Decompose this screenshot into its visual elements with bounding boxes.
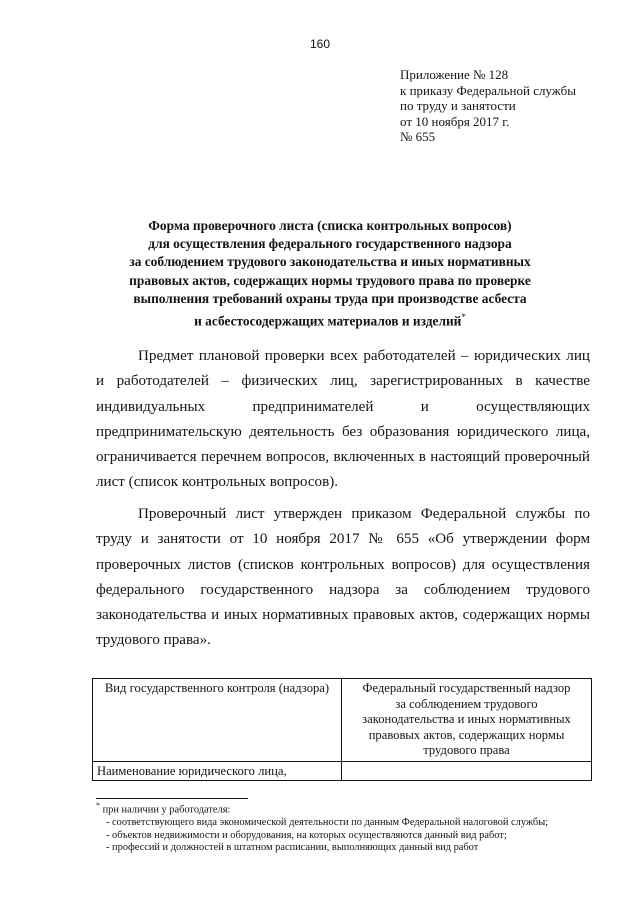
footnote-item: - объектов недвижимости и оборудования, на которых осуществляются данный вид работ; — [106, 829, 507, 841]
paragraph-line: ограничивается перечнем вопросов, включенных в настоящий проверочный — [96, 449, 590, 466]
footnote — [96, 800, 548, 855]
paragraph-scope — [96, 344, 590, 496]
paragraph-line: предпринимательскую деятельность без образования юридического лица, — [96, 423, 590, 440]
appendix-line: Приложение № 128 — [400, 67, 509, 82]
footnote-marker: * — [96, 801, 100, 810]
appendix-line: к приказу Федеральной службы — [400, 82, 576, 98]
title-line: за соблюдением трудового законодательства и иных нормативных — [129, 254, 531, 270]
paragraph-line: трудового права». — [96, 632, 211, 649]
cell-line: Федеральный государственный надзор — [362, 681, 571, 695]
cell-line: трудового права — [423, 743, 510, 757]
appendix-line: по труду и занятости — [400, 98, 516, 113]
control-type-value — [342, 679, 592, 762]
paragraph-line: труду и занятости от 10 ноября 2017 № 655 «Об утверждении форм — [96, 531, 590, 548]
table-row — [93, 679, 592, 762]
cell-line: за соблюдением трудового — [395, 696, 538, 711]
page-number: 160 — [309, 37, 331, 51]
paragraph-line: и работодателей – физических лиц, зарегистрированных в качестве — [96, 373, 590, 390]
paragraph-line: Предмет плановой проверки всех работодателей – юридических лиц — [138, 348, 590, 364]
appendix-line: от 10 ноября 2017 г. — [400, 113, 510, 129]
paragraph-line: Проверочный лист утвержден приказом Федеральной службы по — [138, 506, 590, 522]
title-line-text: и асбестосодержащих материалов и изделий — [194, 313, 462, 329]
title-line: выполнения требований охраны труда при производстве асбеста — [133, 290, 527, 306]
table-row — [93, 761, 592, 780]
inspection-form-table — [92, 678, 592, 781]
footnote-item: - соответствующего вида экономической деятельности по данным Федеральной налоговой службы; — [106, 817, 549, 829]
appendix-reference — [400, 67, 576, 145]
cell-line: правовых актов, содержащих нормы — [368, 727, 565, 742]
paragraph-line: лист (список контрольных вопросов). — [96, 474, 339, 491]
title-line: правовых актов, содержащих нормы трудового права по проверке — [129, 272, 531, 288]
footnote-marker: * — [461, 312, 466, 323]
footnote-divider — [96, 798, 248, 799]
legal-entity-value[interactable] — [342, 761, 592, 780]
legal-entity-label: Наименование юридического лица, — [93, 761, 342, 780]
title-line: Форма проверочного листа (списка контрольных вопросов) — [148, 218, 512, 233]
paragraph-line: федерального государственного надзора за соблюдением трудового — [96, 581, 590, 598]
footnote-intro-text: при наличии у работодателя: — [102, 804, 231, 816]
cell-line: законодательства и иных нормативных — [362, 712, 571, 726]
paragraph-line: проверочных листов (списков контрольных вопросов) для осуществления — [96, 556, 590, 573]
paragraph-line: индивидуальных предпринимателей и осуществляющих — [96, 398, 590, 415]
title-line — [70, 308, 590, 331]
control-type-label: Вид государственного контроля (надзора) — [93, 679, 342, 762]
paragraph-approval — [96, 502, 590, 654]
title-line: для осуществления федерального государственного надзора — [148, 236, 512, 252]
paragraph-line: законодательства и иных нормативных правовых актов, содержащих нормы — [96, 607, 590, 624]
appendix-line: № 655 — [400, 129, 436, 144]
footnote-item: - профессий и должностей в штатном расписании, выполняющих данный вид работ — [106, 842, 479, 854]
footnote-intro — [96, 800, 548, 817]
document-title — [70, 217, 590, 331]
